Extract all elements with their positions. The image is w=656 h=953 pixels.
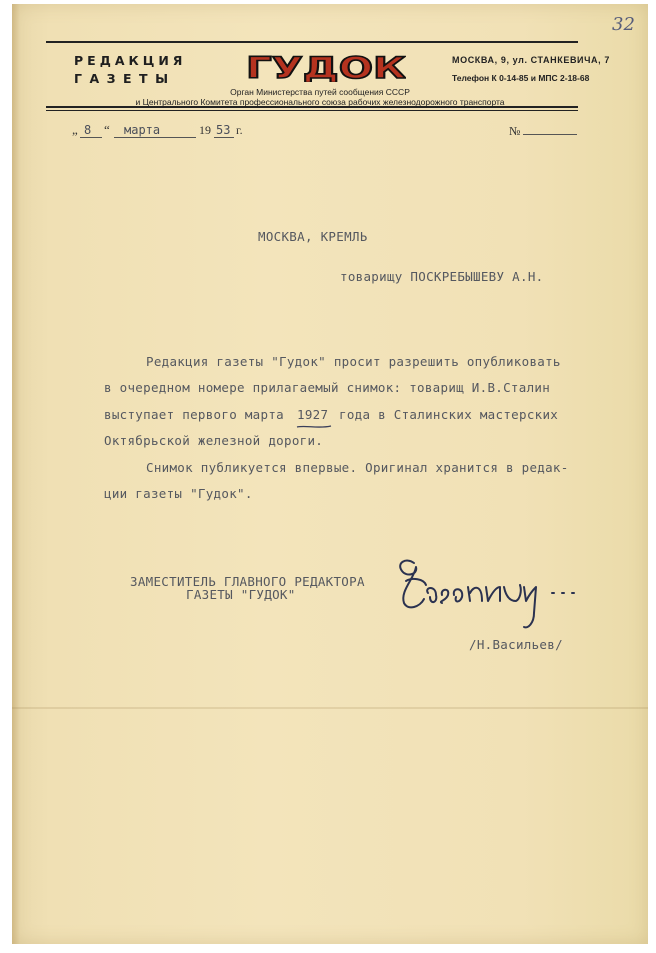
body-line-3-year: 1927 (297, 407, 329, 422)
body-line-5: Снимок публикуется впервые. Оригинал хранится в редак- (146, 460, 569, 475)
date-close-quote: “ (104, 122, 110, 137)
body-line-4: Октябрьской железной дороги. (104, 433, 324, 448)
recipient-name: товарищу ПОСКРЕБЫШЕВУ А.Н. (340, 269, 544, 284)
date-month: марта (124, 123, 161, 137)
date-day-underline (80, 137, 102, 138)
date-day: 8 (84, 123, 92, 137)
organ-line-1: Орган Министерства путей сообщения СССР (230, 87, 410, 97)
date-year-underline (214, 137, 234, 138)
body-line-3-end: года в Сталинских мастерских (339, 407, 559, 422)
date-month-underline (114, 137, 196, 138)
editorial-label-line1: РЕДАКЦИЯ (74, 53, 187, 68)
editorial-phones: Телефон К 0-14-85 и МПС 2-18-68 (452, 73, 590, 83)
newspaper-logo-text: ГУДОК (246, 52, 406, 82)
letterhead-top-rule (46, 41, 578, 43)
outgoing-number-label: № (509, 124, 521, 138)
editorial-label-line2: ГАЗЕТЫ (74, 71, 176, 86)
outgoing-number-underline (523, 134, 577, 135)
signer-title-line-2: ГАЗЕТЫ "ГУДОК" (186, 587, 296, 602)
signature-name: Васильев (384, 553, 389, 554)
body-line-6: ции газеты "Гудок". (104, 486, 253, 501)
organ-line-2: и Центрального Комитета профессионального союза рабочих железнодорожного транспорта (135, 97, 505, 107)
signer-name: /Н.Васильев/ (469, 637, 563, 652)
date-year-mark: г. (236, 123, 243, 137)
date-year: 53 (216, 123, 231, 137)
paper-fold-crease (12, 707, 648, 709)
signer-title-line-1: ЗАМЕСТИТЕЛЬ ГЛАВНОГО РЕДАКТОРА (130, 574, 365, 589)
body-line-2: в очередном номере прилагаемый снимок: товарищ И.В.Сталин (104, 380, 551, 395)
date-open-quote: „ (72, 122, 78, 137)
year-handwritten-underline (296, 424, 332, 430)
paper-edge-shadow (12, 4, 20, 944)
letterhead-bottom-rule-thin (46, 110, 578, 111)
handwritten-signature (384, 553, 604, 633)
archive-page-number: 32 (612, 14, 635, 35)
body-line-1: Редакция газеты "Гудок" просит разрешить опубликовать (146, 354, 561, 369)
date-year-prefix: 19 (199, 123, 211, 137)
newspaper-logo (246, 52, 406, 82)
body-line-3-start: выступает первого марта (104, 407, 284, 422)
recipient-place: МОСКВА, КРЕМЛЬ (258, 229, 368, 244)
editorial-address: МОСКВА, 9, ул. СТАНКЕВИЧА, 7 (452, 55, 610, 65)
